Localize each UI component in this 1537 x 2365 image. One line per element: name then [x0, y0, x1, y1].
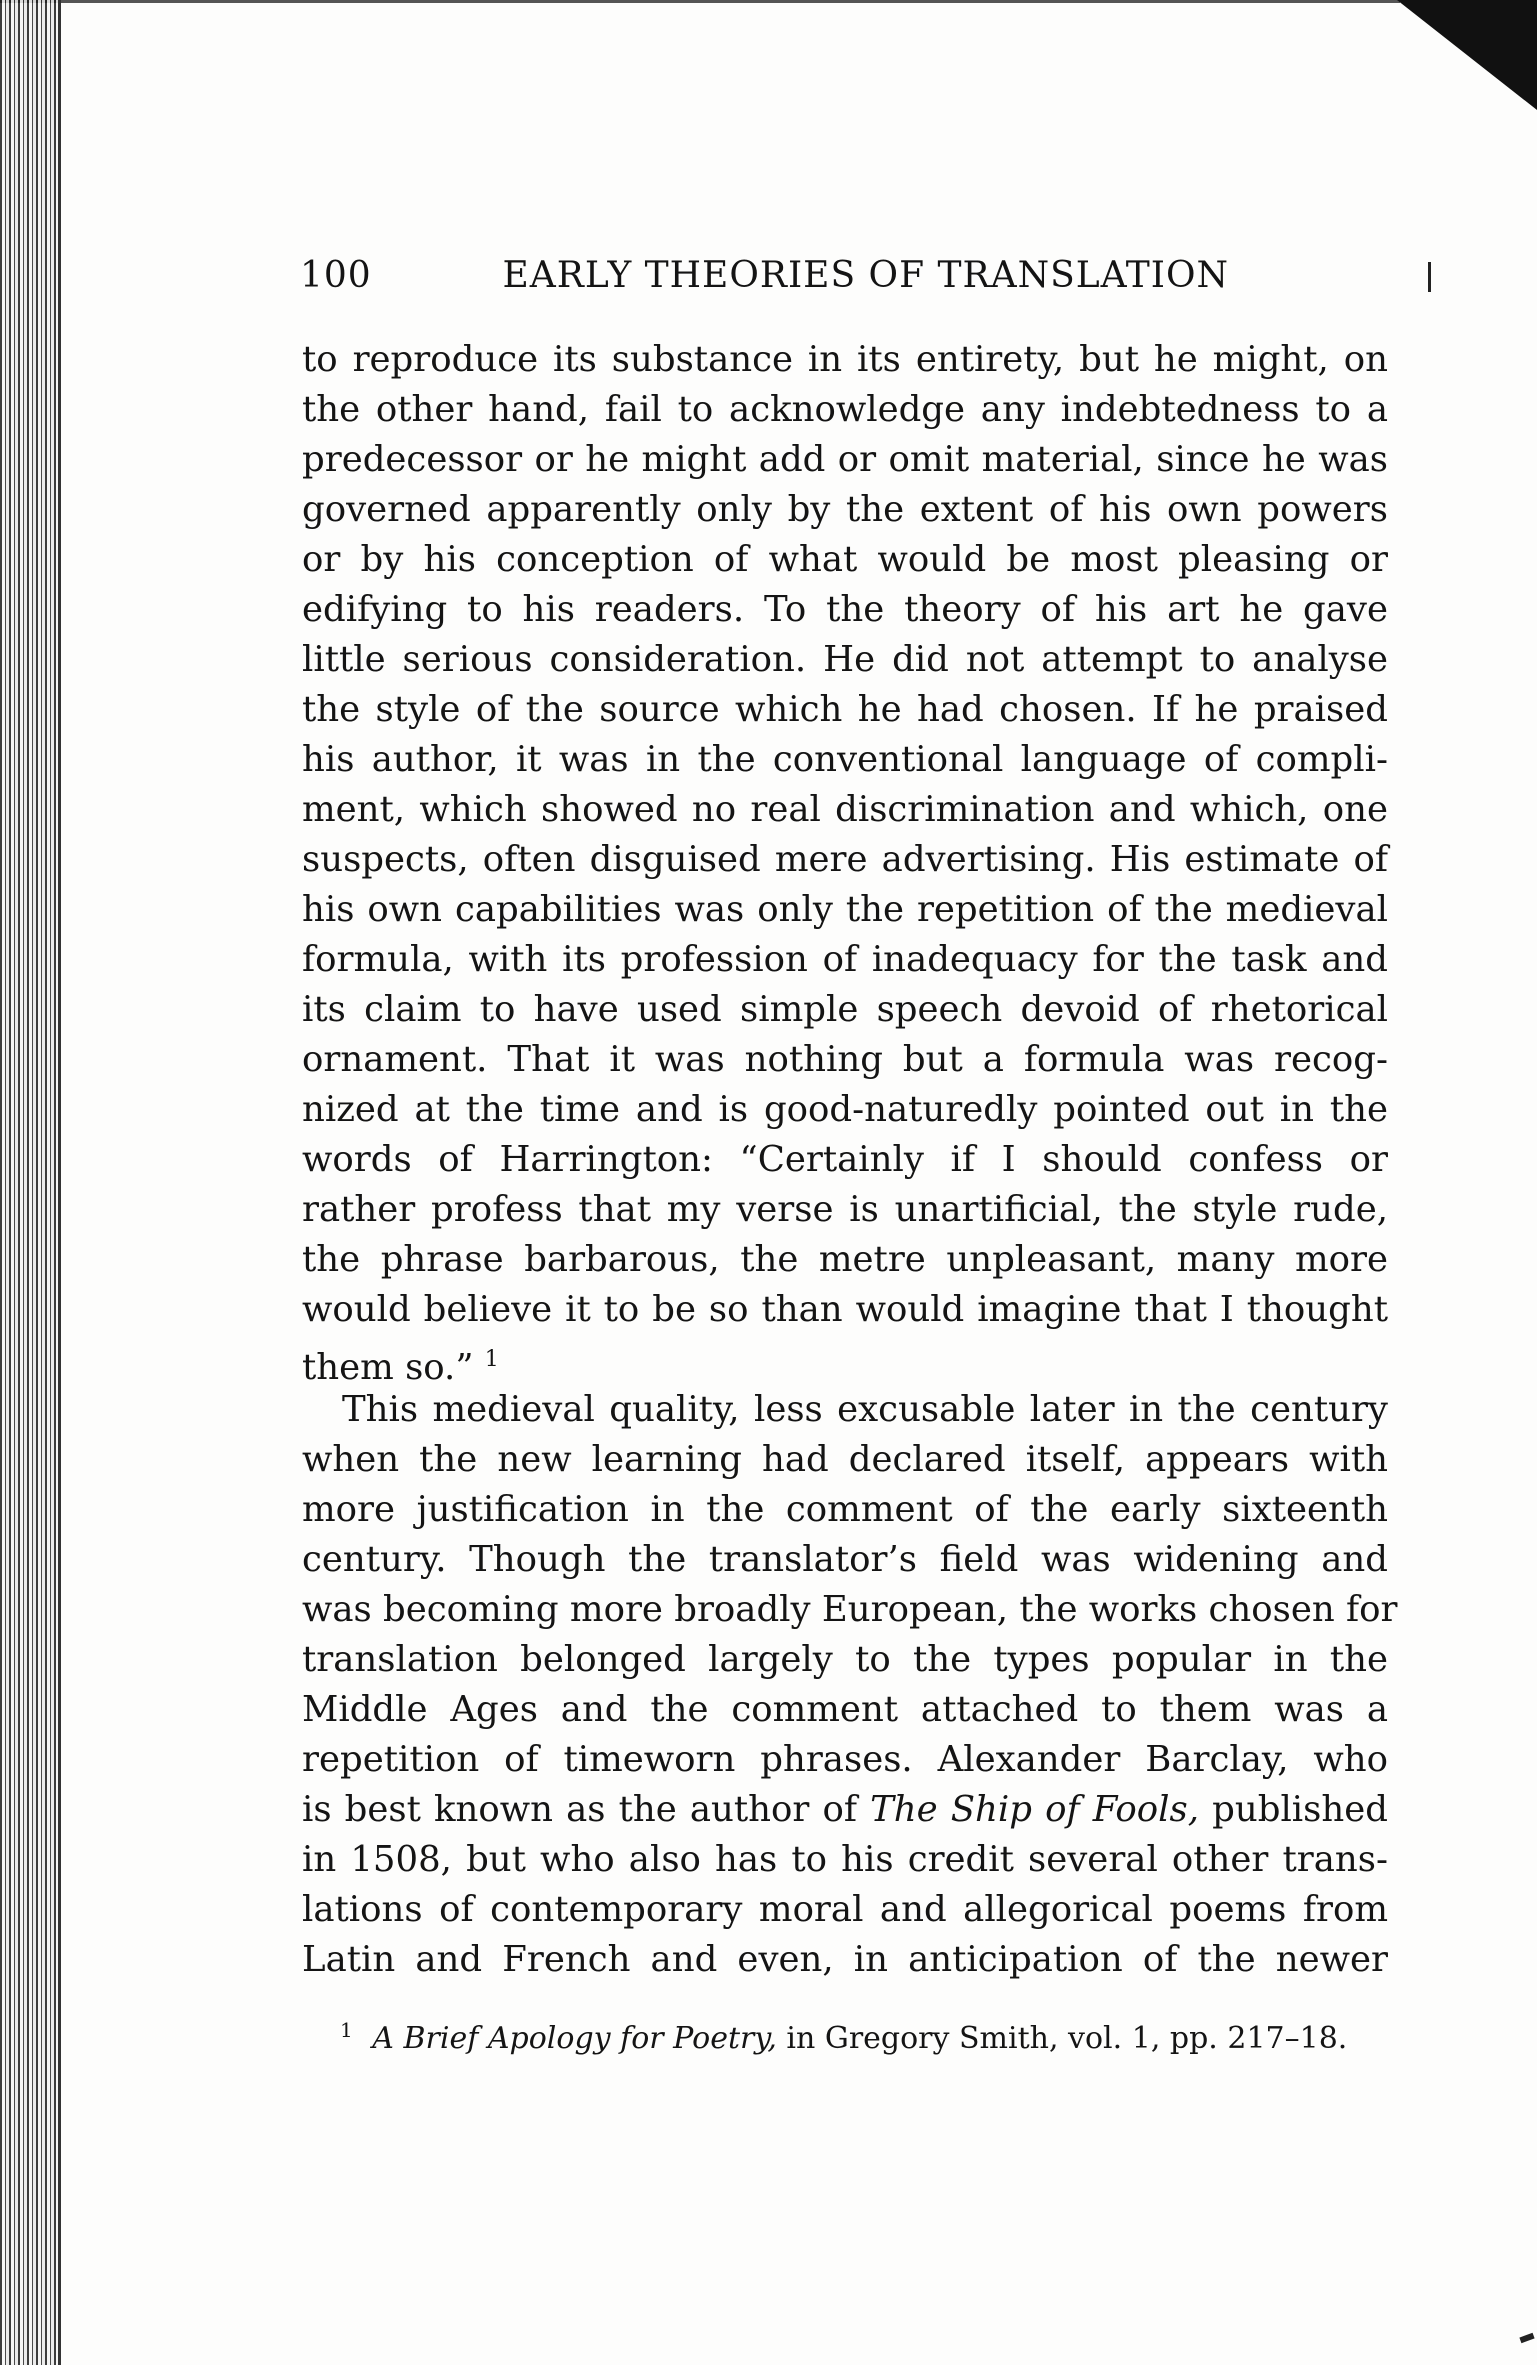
text-line: translation belonged largely to the types popular in the	[302, 1639, 1388, 1680]
text-line: to reproduce its substance in its entirety, but he might, on	[302, 339, 1388, 380]
footnote-reference: 1	[484, 1347, 499, 1372]
running-head	[300, 255, 1400, 296]
text-line-paragraph-start: This medieval quality, less excusable later in the century	[342, 1389, 1388, 1430]
footnote-marker: 1	[340, 2018, 353, 2042]
text-line: suspects, often disguised mere advertising. His estimate of	[302, 839, 1388, 880]
text-line: predecessor or he might add or omit material, since he was	[302, 439, 1388, 480]
footnote	[340, 2018, 1390, 2056]
text-line: repetition of timeworn phrases. Alexander Barclay, who	[302, 1739, 1388, 1780]
text-line-tail: published	[1212, 1789, 1388, 1830]
text-line-paragraph-end	[302, 1335, 1388, 1388]
text-line-with-title	[302, 1785, 1388, 1835]
gutter-edge-line	[58, 0, 61, 2365]
text-line: was becoming more broadly European, the works chosen for	[302, 1589, 1398, 1630]
text-line: little serious consideration. He did not attempt to analyse	[302, 639, 1388, 680]
scan-top-edge	[0, 0, 1400, 3]
text-line: rather profess that my verse is unartificial, the style rude,	[302, 1189, 1388, 1230]
text-line-content: is best known as the author of	[302, 1789, 857, 1830]
bottom-corner-mark	[1519, 2333, 1534, 2343]
footnote-text: in Gregory Smith, vol. 1, pp. 217–18.	[786, 2021, 1348, 2056]
text-line: the style of the source which he had chosen. If he praised	[302, 689, 1388, 730]
text-line: his author, it was in the conventional language of compli-	[302, 739, 1388, 780]
page-number: 100	[300, 255, 372, 296]
text-line: Middle Ages and the comment attached to them was a	[302, 1689, 1388, 1730]
body-text	[302, 335, 1398, 1985]
text-line: edifying to his readers. To the theory of his art he gave	[302, 589, 1388, 630]
text-line: ornament. That it was nothing but a formula was recog-	[302, 1039, 1388, 1080]
text-line: would believe it to be so than would imagine that I thought	[302, 1289, 1388, 1330]
text-line: ment, which showed no real discrimination and which, one	[302, 789, 1388, 830]
text-line: formula, with its profession of inadequacy for the task and	[302, 939, 1388, 980]
text-line: century. Though the translator’s field was widening and	[302, 1539, 1388, 1580]
text-line: governed apparently only by the extent of his own powers	[302, 489, 1388, 530]
text-line: nized at the time and is good-naturedly pointed out in the	[302, 1089, 1388, 1130]
text-line: or by his conception of what would be most pleasing or	[302, 539, 1388, 580]
corner-shadow	[1397, 0, 1537, 110]
running-title: EARLY THEORIES OF TRANSLATION	[502, 255, 1229, 296]
text-line: his own capabilities was only the repetition of the medieval	[302, 889, 1388, 930]
book-title-ship-of-fools: The Ship of Fools,	[870, 1789, 1200, 1830]
text-line: more justification in the comment of the early sixteenth	[302, 1489, 1388, 1530]
text-line: when the new learning had declared itself, appears with	[302, 1439, 1388, 1480]
text-line: Latin and French and even, in anticipation of the newer	[302, 1939, 1388, 1980]
text-line: in 1508, but who also has to his credit several other trans-	[302, 1839, 1388, 1880]
text-line: the other hand, fail to acknowledge any indebtedness to a	[302, 389, 1388, 430]
text-line: the phrase barbarous, the metre unpleasant, many more	[302, 1239, 1388, 1280]
book-binding-gutter	[0, 0, 58, 2365]
margin-mark	[1428, 262, 1431, 292]
footnote-title: A Brief Apology for Poetry,	[372, 2021, 777, 2056]
text-line-content: them so.”	[302, 1346, 474, 1388]
text-line: its claim to have used simple speech devoid of rhetorical	[302, 989, 1388, 1030]
text-line: words of Harrington: “Certainly if I should confess or	[302, 1139, 1388, 1180]
text-line: lations of contemporary moral and allegorical poems from	[302, 1889, 1388, 1930]
